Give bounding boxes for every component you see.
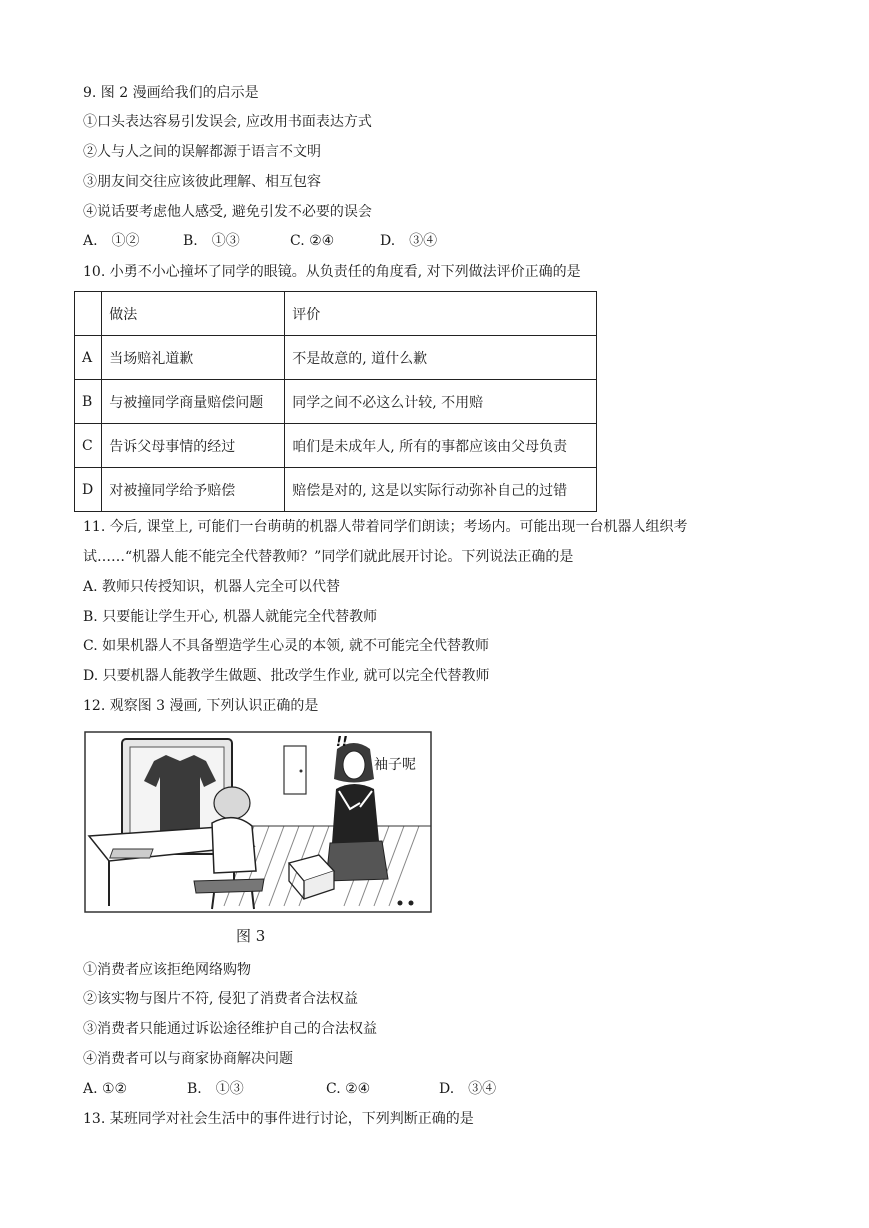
q12-option-a: A. ①② (83, 1081, 128, 1097)
q12-stem: 12. 观察图 3 漫画, 下列认识正确的是 (83, 698, 319, 714)
q9-option-d: D. ③④ (380, 233, 438, 249)
q12-item-1: ①消费者应该拒绝网络购物 (83, 962, 251, 978)
q12-option-c: C. ②④ (326, 1081, 371, 1097)
row-label: C (75, 424, 102, 468)
q9-option-c: C. ②④ (290, 233, 335, 249)
table-row (75, 468, 597, 512)
q11-stem-line-1: 11. 今后, 课堂上, 可能们一台萌萌的机器人带着同学们朗读；考场内。可能出现一台机器人组织考 (83, 519, 688, 535)
q9-item-3: ③朋友间交往应该彼此理解、相互包容 (83, 174, 321, 190)
practice-cell: 对被撞同学给予赔偿 (102, 468, 285, 512)
q9-option-a: A. ①② (83, 233, 140, 249)
q12-item-2: ②该实物与图片不符, 侵犯了消费者合法权益 (83, 991, 358, 1007)
q11-option-b: B. 只要能让学生开心, 机器人就能完全代替教师 (83, 609, 378, 625)
evaluation-cell: 赔偿是对的, 这是以实际行动弥补自己的过错 (285, 468, 597, 512)
q9-item-1: ①口头表达容易引发误会, 应改用书面表达方式 (83, 114, 372, 130)
q13-stem: 13. 某班同学对社会生活中的事件进行讨论，下列判断正确的是 (83, 1111, 474, 1127)
table-row (75, 380, 597, 424)
q12-options (83, 1079, 496, 1099)
q9-option-b: B. ①③ (183, 233, 240, 249)
q11-option-d: D. 只要机器人能教学生做题、批改学生作业, 就可以完全代替教师 (83, 668, 490, 684)
table-row (75, 336, 597, 380)
figure-caption: 图 3 (236, 927, 266, 945)
online-shopping-cartoon (84, 731, 432, 913)
q11-option-a: A. 教师只传授知识，机器人完全可以代替 (83, 579, 341, 595)
row-label: D (75, 468, 102, 512)
q9-options (83, 231, 437, 251)
practice-cell: 告诉父母事情的经过 (102, 424, 285, 468)
table-header-row (75, 292, 597, 336)
q11-option-c: C. 如果机器人不具备塑造学生心灵的本领, 就不可能完全代替教师 (83, 638, 490, 654)
row-label: A (75, 336, 102, 380)
evaluation-cell: 不是故意的, 道什么歉 (285, 336, 597, 380)
table-header-cell (75, 292, 102, 336)
table-header-cell: 做法 (102, 292, 285, 336)
q9-stem: 9. 图 2 漫画给我们的启示是 (83, 85, 259, 101)
table-row (75, 424, 597, 468)
exclaim-text: !! (336, 735, 348, 750)
row-label: B (75, 380, 102, 424)
q12-item-4: ④消费者可以与商家协商解决问题 (83, 1051, 293, 1067)
table-header-cell: 评价 (285, 292, 597, 336)
q12-option-b: B. ①③ (187, 1081, 244, 1097)
practice-cell: 当场赔礼道歉 (102, 336, 285, 380)
practice-cell: 与被撞同学商量赔偿问题 (102, 380, 285, 424)
q10-stem: 10. 小勇不小心撞坏了同学的眼镜。从负责任的角度看, 对下列做法评价正确的是 (83, 264, 581, 280)
q12-item-3: ③消费者只能通过诉讼途径维护自己的合法权益 (83, 1021, 377, 1037)
q12-option-d: D. ③④ (439, 1081, 497, 1097)
q10-evaluation-table (74, 291, 597, 512)
q9-item-2: ②人与人之间的误解都源于语言不文明 (83, 144, 321, 160)
evaluation-cell: 同学之间不必这么计较, 不用赔 (285, 380, 597, 424)
evaluation-cell: 咱们是未成年人, 所有的事都应该由父母负责 (285, 424, 597, 468)
q9-item-4: ④说话要考虑他人感受, 避免引发不必要的误会 (83, 204, 372, 220)
speech-text: 袖子呢 (374, 757, 416, 773)
q11-stem-line-2: 试……“机器人能不能完全代替教师？”同学们就此展开讨论。下列说法正确的是 (83, 549, 574, 565)
